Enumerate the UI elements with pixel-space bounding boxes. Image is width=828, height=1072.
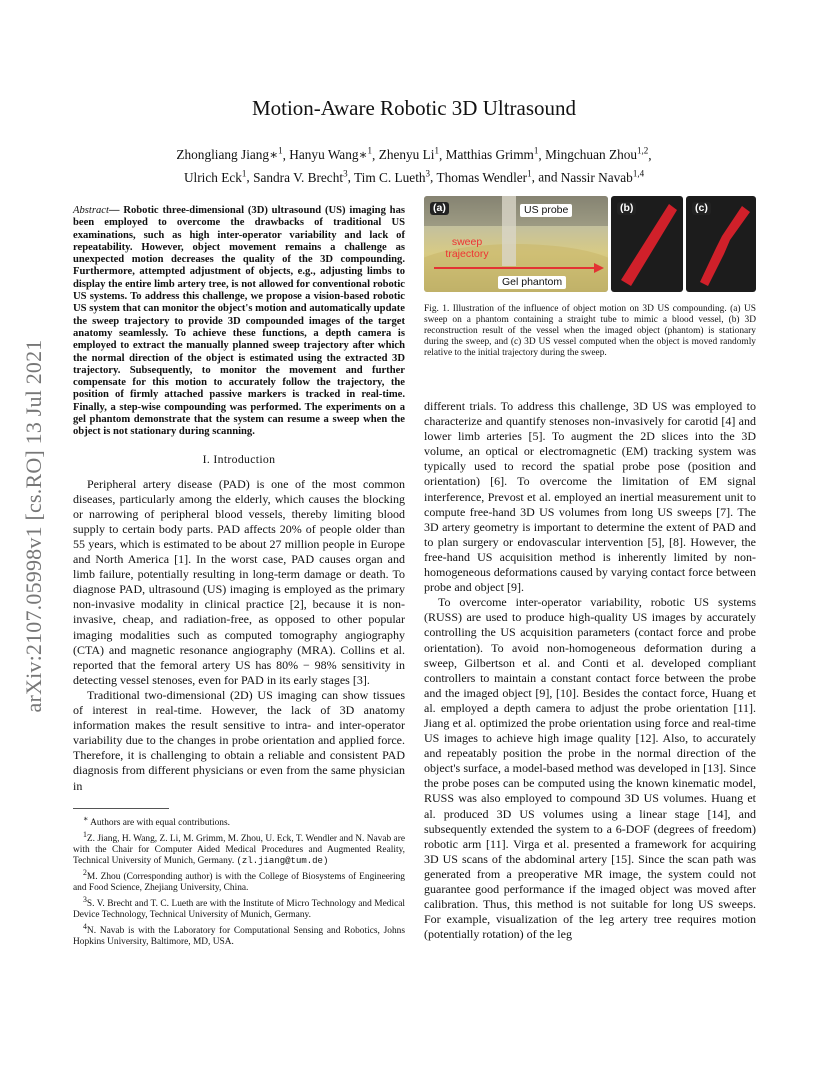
footnote: $^2$M. Zhou (Corresponding author) is with the College of Biosystems of Engineering and Food Science, Zhejiang University, China. bbox=[73, 867, 405, 893]
footnote-divider bbox=[73, 808, 169, 809]
author: Mingchuan Zhou$^{1,2}$ bbox=[545, 146, 649, 163]
paper-title: Motion-Aware Robotic 3D Ultrasound bbox=[251, 96, 577, 120]
figure-panel-c bbox=[686, 196, 756, 292]
figure-1 bbox=[424, 196, 756, 292]
body-paragraph: different trials. To address this challenge, 3D US was employed to characterize and quantify stenoses non-invasively for carotid [4] and lower limb arteries [5]. To augment the 2D slices into the 3D volume, an optical or electromagnetic (EM) tracking system was typically used to record the spatial probe pose (position and orientation) [6]. To overcome the limitation of EM signal interference, Prevost et al. employed an inertial measurement unit to compute free-hand 3D US volumes from long US sweeps [7]. The 3D artery geometry is important to determine the extent of PAD and to plan surgery or endovascular intervention [5], [8]. However, the free-hand US acquisition method is inherently limited by non-homogeneous deformations caused by varying contact force between probe and object [9]. bbox=[424, 399, 756, 595]
author: Zhongliang Jiang∗$^1$ bbox=[176, 146, 283, 163]
figure-panel-a bbox=[424, 196, 608, 292]
author: Hanyu Wang∗$^1$ bbox=[289, 146, 373, 163]
body-paragraph: Peripheral artery disease (PAD) is one of the most common diseases, particularly among the elderly, which causes the blocking or narrowing of peripheral blood vessels, thereby limiting blood supply to certain body parts. PAD affects 20% of people older than 55 years, which is estimated to be about 27 million people in Europe and North America [1]. In the worst case, PAD causes organ and limb failure, potentially resulting in long-term damage or death. To diagnose PAD, ultrasound (US) imaging is employed as the primary non-invasive modality in clinical practice [2], because it is non-invasive, cheap, and radiation-free, as opposed to other popular imaging modalities such as computed tomography angiography (CTA) and magnetic resonance angiography (MRA). Collins et al. reported that the femoral artery US has 80% − 98% sensitivity in detecting vessel stenoses, even for PAD in its early stages [3]. bbox=[73, 476, 405, 687]
footnote: $^1$Z. Jiang, H. Wang, Z. Li, M. Grimm, M. Zhou, U. Eck, T. Wendler and N. Navab are with the Chair for Computer Aided Medical Procedures and Augmented Reality, Technical University of Munich, Germany. (zl.jiang@tum.de) bbox=[73, 829, 405, 866]
left-column bbox=[73, 205, 405, 948]
author: Sandra V. Brecht$^3$ bbox=[253, 168, 348, 185]
abstract bbox=[73, 205, 405, 439]
body-paragraph: Traditional two-dimensional (2D) US imaging can show tissues of interest in real-time. However, the lack of 3D anatomy information makes the result sensitive to intra- and inter-operator variability due to the changes in probe orientation and applied force. Therefore, it is challenging to obtain a reliable and consistent PAD diagnosis from different physicians or even from the same physician in bbox=[73, 687, 405, 793]
us-probe-label: US probe bbox=[520, 204, 572, 217]
figure-panel-b bbox=[611, 196, 683, 292]
arxiv-identifier: arXiv:2107.05998v1 [cs.RO] 13 Jul 2021 bbox=[21, 339, 46, 713]
author: Thomas Wendler$^1$ bbox=[436, 168, 532, 185]
gel-phantom-label: Gel phantom bbox=[498, 276, 566, 289]
body-paragraph: To overcome inter-operator variability, robotic US systems (RUSS) are used to produce high-quality US images by accurately controlling the US acquisition parameters (contact force and probe orientation). To avoid non-homogeneous deformation during a sweep, Gilbertson et al. and Conti et al. developed compliant controllers to maintain a constant contact force between the probe and the imaged object [9], [10]. Besides the contact force, Huang et al. employed a depth camera to adjust the probe orientation [11]. Jiang et al. optimized the probe orientation using force and real-time US images to achieve high image quality [12]. Also, to accurately and repeatably position the probe in the normal direction of the object's surface, a model-based method was developed in [13]. Since the probe poses can be computed using the known kinematic model, RUSS was also employed to compound 3D US volumes. Huang et al. produced 3D US volumes using a linear stage [14], and subsequently extended the system to a 6-DOF (degrees of freedom) robotic arm [11]. Virga et al. presented a framework for acquiring 3D US scans of the abdominal artery [15]. Since the scan path was generated from a preoperative MR image, the system could not guarantee good performance if the imaged object was moved after calibration. Thus, this method is not suitable for long US sweeps. For example, visualization of the leg artery tree requires motion (potentially rotation) of the leg bbox=[424, 595, 756, 942]
author-line-1: Zhongliang Jiang∗$^1$, Hanyu Wang∗$^1$, Zhenyu Li$^1$, Matthias Grimm$^1$, Mingchuan Zhou$^{1,2}$, bbox=[176, 146, 652, 163]
panel-label: (c) bbox=[692, 202, 711, 215]
panel-label: (b) bbox=[617, 202, 636, 215]
author-line-2: Ulrich Eck$^1$, Sandra V. Brecht$^3$, Tim C. Lueth$^3$, Thomas Wendler$^1$, and Nassir Navab$^{1,4}$ bbox=[183, 168, 645, 185]
author-list bbox=[100, 142, 728, 187]
figure-caption: Fig. 1. Illustration of the influence of object motion on 3D US compounding. (a) US sweep on a phantom containing a straight tube to mimic a blood vessel, (b) 3D reconstruction result of the vessel when the imaged object (phantom) is stationary during the sweep, and (c) 3D US vessel computed when the object is moved randomly relative to the initial trajectory during the sweep. bbox=[424, 304, 756, 358]
author: Ulrich Eck$^1$ bbox=[183, 168, 247, 185]
author: Zhenyu Li$^1$ bbox=[378, 146, 439, 163]
arxiv-sidebar bbox=[16, 296, 52, 756]
footnote: ∗ Authors are with equal contributions. bbox=[83, 813, 230, 828]
right-column bbox=[424, 196, 756, 942]
panel-label: (a) bbox=[430, 202, 449, 215]
author: Nassir Navab$^{1,4}$ bbox=[560, 168, 645, 185]
contact-email: (zl.jiang@tum.de) bbox=[236, 855, 329, 866]
author: Tim C. Lueth$^3$ bbox=[353, 168, 431, 185]
footnote: $^3$S. V. Brecht and T. C. Lueth are with the Institute of Micro Technology and Medical Device Technology, Technical University of Munich, Germany. bbox=[73, 894, 405, 921]
footnotes bbox=[73, 813, 405, 949]
section-heading: I. Introduction bbox=[202, 451, 276, 466]
abstract-text: — Robotic three-dimensional (3D) ultrasound (US) imaging has been employed to overcome the drawbacks of traditional US examinations, such as high inter-operator variability and lack of repeatability. However, object movement remains a challenge as unexpected motion decreases the quality of the 3D compounding. Furthermore, attempted adjustment of objects, e.g., adjusting limbs to display the entire limb artery tree, is not allowed for conventional robotic US systems. To address this challenge, we propose a vision-based robotic US system that can monitor the object's motion and automatically update the sweep trajectory to provide 3D compounded images of the target anatomy seamlessly. To achieve these functions, a depth camera is employed to extract the manually planned sweep trajectory after which the normal direction of the object is estimated using the extracted 3D trajectory. Subsequently, to monitor the movement and further compensate for this motion to accurately follow the trajectory, the position of firmly attached passive markers is tracked in real-time. Finally, a step-wise compounding was performed. The experiments on a gel phantom demonstrate that the system can resume a sweep when the object is not stationary during scanning. bbox=[73, 205, 405, 438]
author: Matthias Grimm$^1$ bbox=[445, 146, 539, 163]
sweep-trajectory-label: sweep trajectory bbox=[445, 236, 489, 260]
footnote: $^4$N. Navab is with the Laboratory for Computational Sensing and Robotics, Johns Hopkins University, Baltimore, MD, USA. bbox=[73, 922, 405, 948]
abstract-label: Abstract bbox=[73, 205, 109, 216]
